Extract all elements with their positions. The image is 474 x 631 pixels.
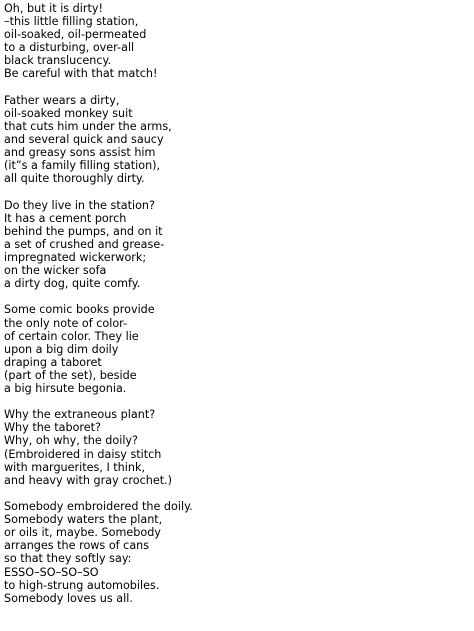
stanza-2 — [4, 94, 464, 186]
stanza-5 — [4, 408, 464, 487]
poem-line: –this little filling station, — [4, 15, 139, 29]
stanza-4 — [4, 303, 464, 395]
poem-line: (it”s a family filling station), — [4, 159, 161, 173]
poem-line: Somebody embroidered the doily. — [4, 500, 193, 514]
poem-line: oil-soaked monkey suit — [4, 106, 133, 120]
poem-line: Father wears a dirty, — [4, 93, 120, 107]
poem-line: upon a big dim doily — [4, 342, 119, 356]
poem-line: all quite thoroughly dirty. — [4, 172, 145, 186]
poem-line: a set of crushed and grease- — [4, 237, 165, 251]
poem-line: and several quick and saucy — [4, 133, 164, 147]
poem-line: Somebody loves us all. — [4, 591, 133, 605]
poem-line: Why the taboret? — [4, 421, 101, 435]
stanza-6 — [4, 500, 464, 605]
poem-line: to high-strung automobiles. — [4, 578, 160, 592]
poem-line: Why, oh why, the doily? — [4, 434, 138, 448]
poem-line: Why the extraneous plant? — [4, 408, 156, 422]
poem-line: oil-soaked, oil-permeated — [4, 28, 147, 42]
poem-line: and heavy with gray crochet.) — [4, 473, 173, 487]
poem-line: arranges the rows of cans — [4, 539, 150, 553]
poem-line: Do they live in the station? — [4, 198, 155, 212]
poem-line: a dirty dog, quite comfy. — [4, 277, 141, 291]
poem-line: ESSO–SO–SO–SO — [4, 565, 99, 579]
poem-line: the only note of color- — [4, 316, 128, 330]
poem-line: on the wicker sofa — [4, 264, 107, 278]
stanza-3 — [4, 199, 464, 291]
poem-line: to a disturbing, over-all — [4, 41, 135, 55]
poem-line: Somebody waters the plant, — [4, 513, 163, 527]
poem-line: impregnated wickerwork; — [4, 250, 147, 264]
poem-line: or oils it, maybe. Somebody — [4, 526, 161, 540]
poem-line: that cuts him under the arms, — [4, 119, 172, 133]
poem-line: a big hirsute begonia. — [4, 382, 127, 395]
poem-line: and greasy sons assist him — [4, 146, 156, 160]
poem-line: Oh, but it is dirty! — [4, 2, 103, 15]
poem-line: (Embroidered in daisy stitch — [4, 447, 162, 461]
poem-line: behind the pumps, and on it — [4, 224, 163, 238]
poem-line: draping a taboret — [4, 355, 102, 369]
poem-line: with marguerites, I think, — [4, 460, 146, 474]
poem-line: Some comic books provide — [4, 303, 155, 317]
poem-line: of certain color. They lie — [4, 329, 139, 343]
poem-line: It has a cement porch — [4, 211, 127, 225]
poem-line: so that they softly say: — [4, 552, 132, 566]
stanza-1 — [4, 2, 464, 81]
poem-text — [4, 2, 464, 618]
poem-line: black translucency. — [4, 54, 112, 68]
poem-line: Be careful with that match! — [4, 67, 158, 81]
poem-line: (part of the set), beside — [4, 368, 137, 382]
